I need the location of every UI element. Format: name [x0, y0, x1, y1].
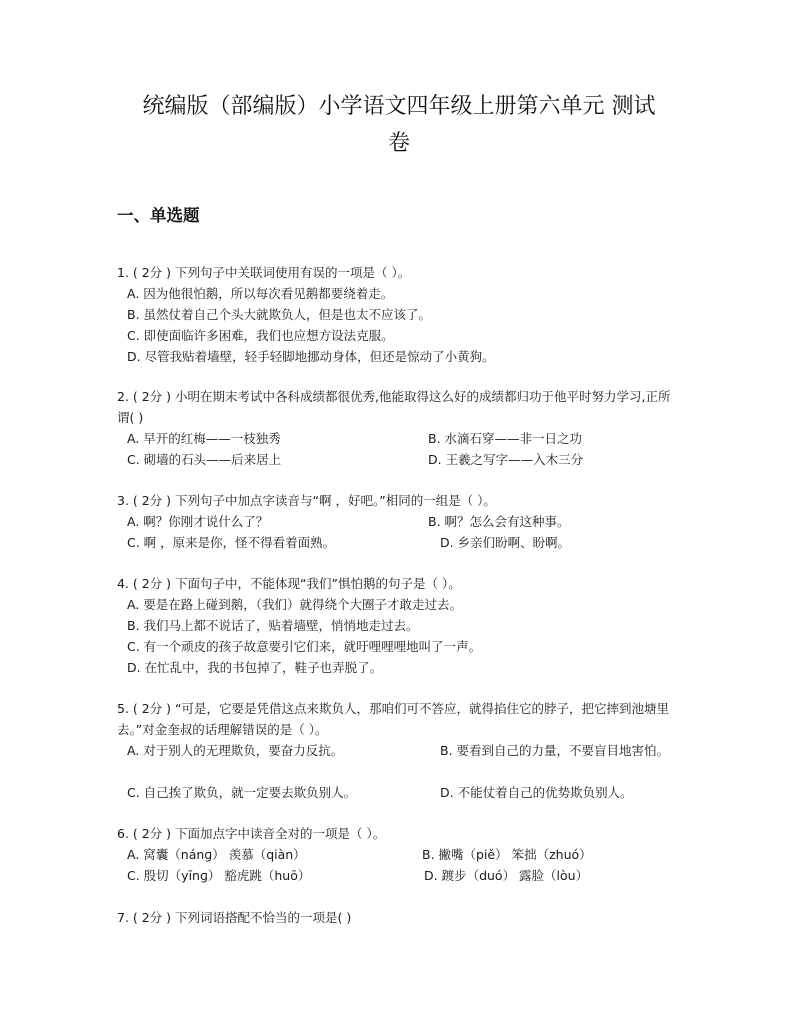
- question-stem: 5. ( 2分 ) “可是，它要是凭借这点来欺负人，那咱们可不答应，就得掐住它的脖子，把它摔到池塘里去。”对金奎叔的话理解错误的是（ ）。: [117, 701, 670, 737]
- question-4: [117, 573, 682, 678]
- option-c: C. 有一个顽皮的孩子故意要引它们来，就吁哩哩哩地叫了一声。: [127, 639, 482, 654]
- option-row: [117, 532, 682, 553]
- section-heading-single-choice: 一、单选题: [117, 206, 200, 225]
- option-row: [117, 865, 682, 886]
- option-b: B. 啊？怎么会有这种事。: [428, 514, 570, 529]
- option-c: C. 啊 ，原来是你，怪不得看着面熟。: [127, 535, 336, 550]
- question-stem: 1. ( 2分 ) 下列句子中关联词使用有误的一项是（ ）。: [117, 265, 411, 280]
- option-row: [117, 782, 682, 803]
- option-b: B. 我们马上都不说话了，贴着墙壁，悄悄地走过去。: [127, 618, 419, 633]
- title-line-2: 卷: [387, 131, 410, 156]
- option-row: [117, 449, 682, 470]
- option-row: [117, 511, 682, 532]
- question-3: [117, 490, 682, 553]
- question-stem: 6. ( 2分 ) 下面加点字中读音全对的一项是（ ）。: [117, 826, 386, 841]
- option-d: D. 不能仗着自己的优势欺负别人。: [440, 785, 633, 800]
- option-b: B. 虽然仗着自己个头大就欺负人，但是也太不应该了。: [127, 307, 432, 322]
- option-a: A. 对于别人的无理欺负，要奋力反抗。: [127, 743, 344, 758]
- page-title: [116, 88, 682, 162]
- option-a: A. 要是在路上碰到鹅，（我们）就得绕个大圈子才敢走过去。: [127, 597, 463, 612]
- option-d: D. 尽管我贴着墙壁，轻手轻脚地挪动身体，但还是惊动了小黄狗。: [127, 349, 495, 364]
- question-stem: 2. ( 2分 ) 小明在期末考试中各科成绩都很优秀,他能取得这么好的成绩都归功于他平时努力学习,正所谓( ): [117, 389, 671, 425]
- question-stem: 4. ( 2分 ) 下面句子中，不能体现“我们”惧怕鹅的句子是（ ）。: [117, 576, 461, 591]
- option-b: B. 撇嘴（piě） 笨拙（zhuó）: [422, 847, 592, 862]
- option-row: [117, 844, 682, 865]
- option-b: B. 要看到自己的力量，不要盲目地害怕。: [440, 743, 670, 758]
- option-c: C. 砌墙的石头——后来居上: [127, 452, 282, 467]
- option-row: [117, 740, 682, 782]
- question-stem: 3. ( 2分 ) 下列句子中加点字读音与“啊 ，好吧。”相同的一组是（ ）。: [117, 493, 496, 508]
- option-a: A. 窝囊（nánɡ） 羡慕（qiàn）: [127, 847, 306, 862]
- title-line-1: 统编版（部编版）小学语文四年级上册第六单元 测试: [142, 94, 656, 119]
- option-c: C. 殷切（yīnɡ） 豁虎跳（huō）: [127, 868, 311, 883]
- option-a: A. 啊？你刚才说什么了？: [127, 514, 269, 529]
- question-1: [117, 262, 682, 367]
- option-row: [117, 428, 682, 449]
- option-d: D. 乡亲们盼啊、盼啊。: [440, 535, 571, 550]
- option-c: C. 即使面临许多困难，我们也应想方设法克服。: [127, 328, 394, 343]
- option-d: D. 王羲之写字——入木三分: [428, 452, 584, 467]
- question-2: [117, 386, 682, 470]
- question-7: [117, 907, 682, 928]
- question-6: [117, 823, 682, 886]
- option-d: D. 在忙乱中，我的书包掉了，鞋子也弄脱了。: [127, 660, 383, 675]
- option-d: D. 踱步（duó） 露脸（lòu）: [424, 868, 589, 883]
- option-c: C. 自己挨了欺负，就一定要去欺负别人。: [127, 785, 357, 800]
- option-a: A. 早开的红梅——一枝独秀: [127, 431, 281, 446]
- question-stem: 7. ( 2分 ) 下列词语搭配不恰当的一项是( ): [117, 910, 352, 925]
- option-b: B. 水滴石穿——非一日之功: [428, 431, 583, 446]
- option-a: A. 因为他很怕鹅，所以每次看见鹅都要绕着走。: [127, 286, 394, 301]
- question-5: [117, 698, 682, 803]
